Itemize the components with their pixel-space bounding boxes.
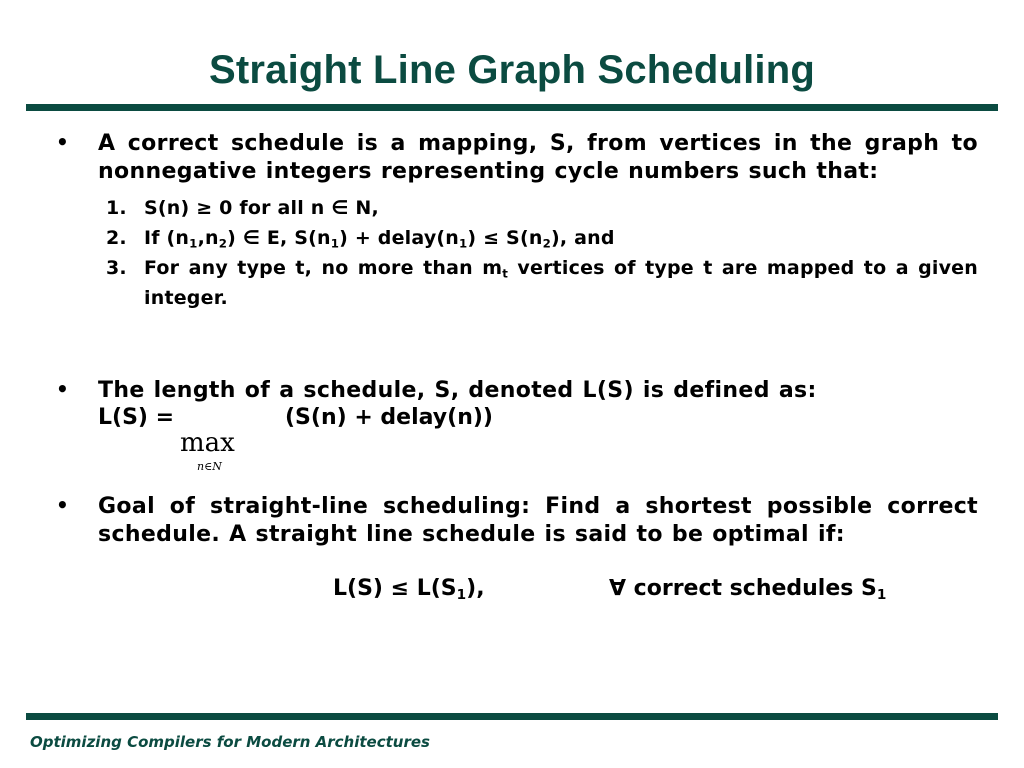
bullet-2-marker: •	[56, 377, 69, 401]
subscript: t	[502, 266, 509, 281]
condition-text: For any type t, no more than m	[144, 257, 503, 279]
subscript: 1	[189, 236, 198, 251]
max-subscript: n∈N	[197, 460, 222, 473]
inequality-text: L(S) ≤ L(S	[333, 576, 457, 601]
condition-text: ) + delay(n	[339, 227, 460, 249]
bullet-3-text: Goal of straight-line scheduling: Find a shortest possible correct schedule. A straight line schedule is said to be optimal if:	[98, 494, 978, 547]
forall-text: ∀ correct schedules S	[609, 576, 877, 601]
length-lhs: L(S) =	[98, 405, 175, 430]
bullet-1-text: A correct schedule is a mapping, S, from vertices in the graph to nonnegative integers representing cycle numbers such that:	[98, 131, 978, 184]
condition-number: 2.	[106, 227, 127, 249]
subscript: 2	[542, 236, 551, 251]
subscript: 1	[876, 587, 887, 604]
condition-item-2	[106, 223, 978, 253]
subscript: 1	[459, 236, 468, 251]
inequality-text: ),	[466, 576, 485, 601]
condition-text: S(n)	[144, 197, 197, 219]
geq-symbol: ≥	[196, 197, 213, 219]
footer-text: Optimizing Compilers for Modern Architectures	[30, 733, 430, 751]
condition-number: 3.	[106, 257, 127, 279]
max-operator: max	[180, 428, 235, 458]
bullet-2-text: The length of a schedule, S, denoted L(S) is defined as:	[98, 378, 817, 403]
footer-divider	[26, 713, 998, 720]
condition-text: N,	[348, 197, 379, 219]
subscript: 2	[218, 236, 228, 251]
condition-text: vertices of type t are mapped to a given integer.	[144, 257, 978, 309]
condition-text: 0 for all n	[212, 197, 332, 219]
condition-text: ) ≤ S(n	[467, 227, 543, 249]
subscript: 1	[330, 236, 340, 251]
condition-text: If (n	[144, 227, 190, 249]
bullet-3-marker: •	[56, 493, 69, 517]
condition-text: ,n	[197, 227, 219, 249]
condition-item-3	[106, 253, 978, 313]
optimality-inequality	[333, 576, 485, 604]
bullet-1-marker: •	[56, 130, 69, 154]
slide-title: Straight Line Graph Scheduling	[208, 48, 816, 92]
condition-number: 1.	[106, 197, 127, 219]
condition-item-1	[106, 193, 978, 223]
title-divider	[26, 104, 998, 111]
condition-list	[106, 193, 978, 313]
subscript: 1	[456, 587, 467, 604]
condition-text: ) ∈ E, S(n	[227, 227, 331, 249]
forall-clause	[609, 576, 887, 604]
element-of-symbol: ∈	[331, 197, 349, 219]
length-rhs: (S(n) + delay(n))	[285, 405, 493, 430]
condition-text: ), and	[550, 227, 615, 249]
